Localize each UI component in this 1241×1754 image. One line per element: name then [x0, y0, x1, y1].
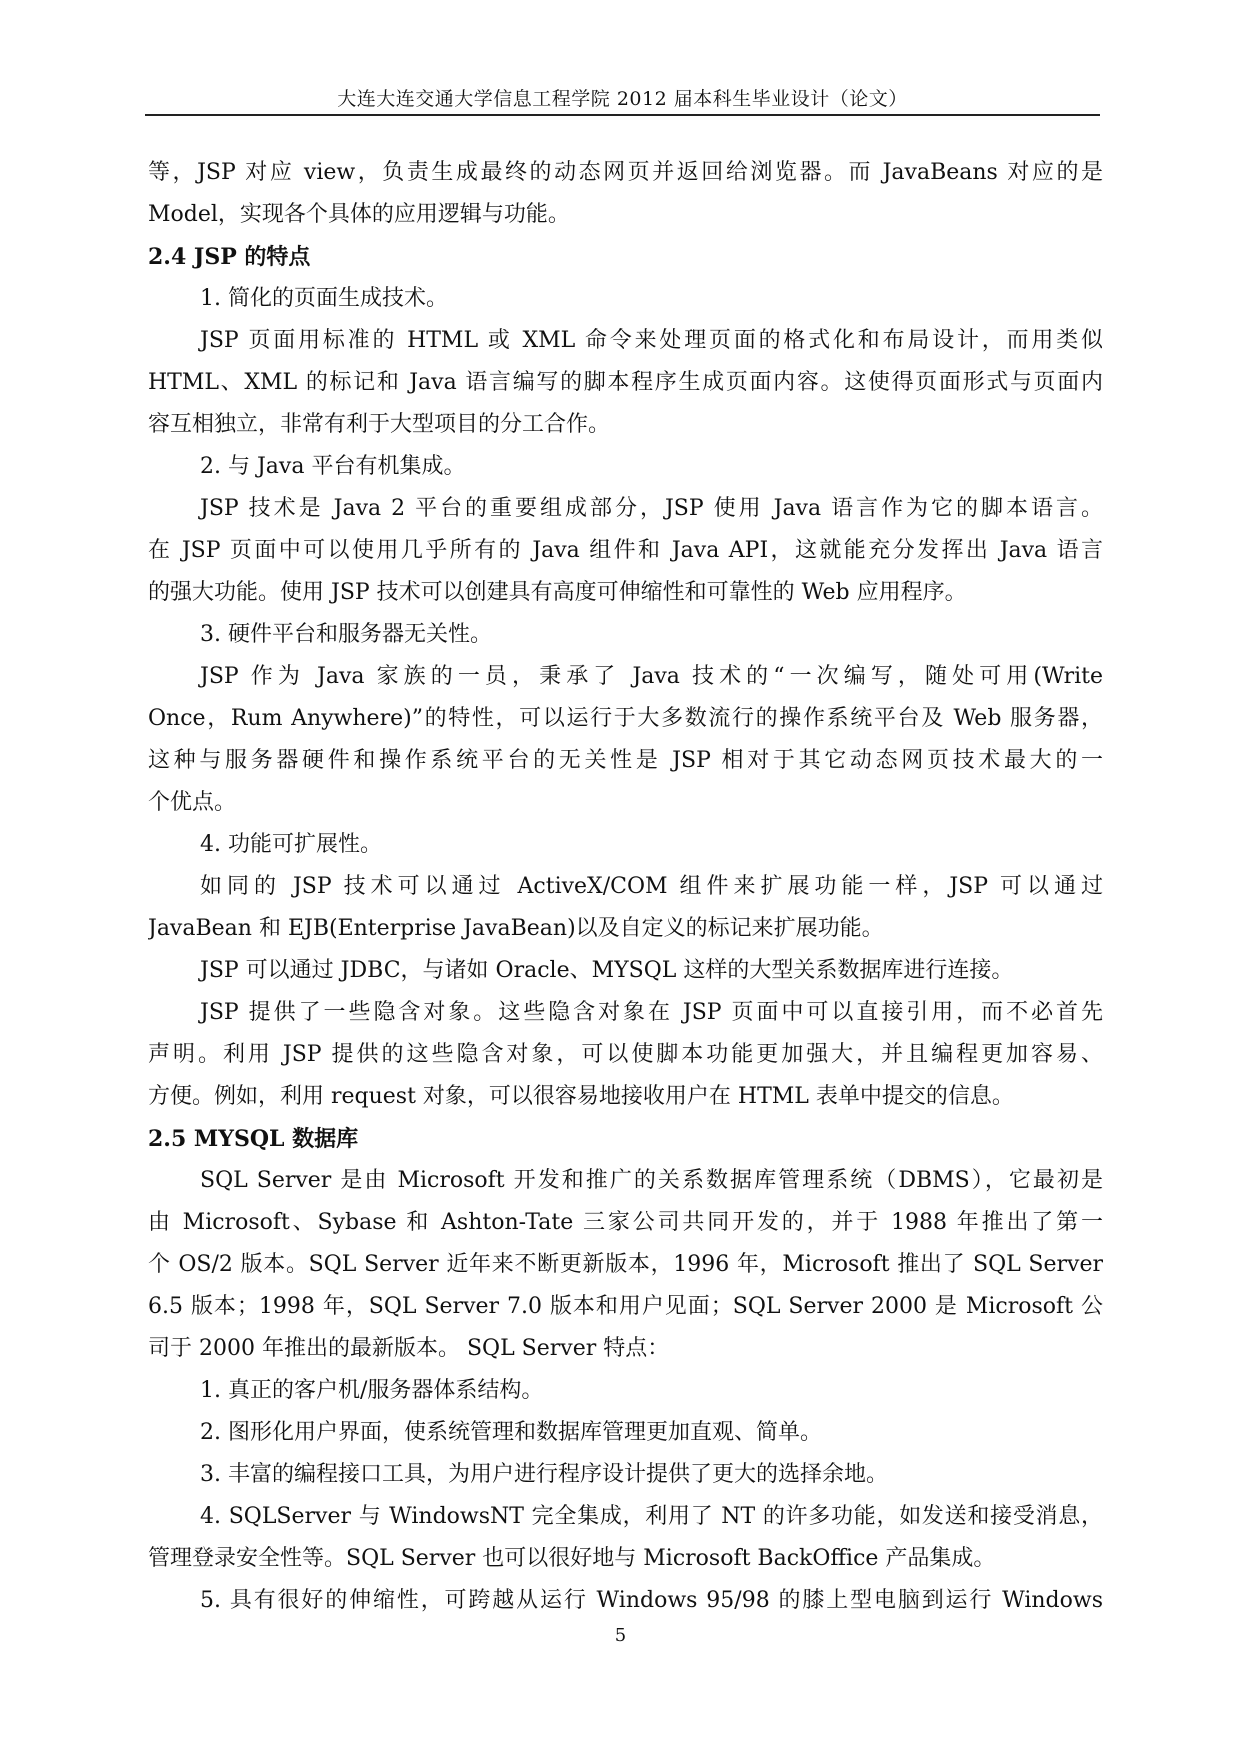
paragraph-line: 这种与服务器硬件和操作系统平台的无关性是 JSP 相对于其它动态网页技术最大的一 — [148, 748, 1103, 773]
section-heading: 2.5 MYSQL 数据库 — [148, 1126, 359, 1152]
list-item: 5. 具有很好的伸缩性，可跨越从运行 Windows 95/98 的膝上型电脑到运行 Windows — [200, 1588, 1103, 1613]
paragraph-line: SQL Server 是由 Microsoft 开发和推广的关系数据库管理系统（DBMS），它最初是 — [200, 1168, 1103, 1193]
list-item: 1. 真正的客户机/服务器体系结构。 — [200, 1378, 544, 1403]
paragraph-line: 容互相独立，非常有利于大型项目的分工合作。 — [148, 412, 611, 437]
paragraph-line: 方便。例如，利用 request 对象，可以很容易地接收用户在 HTML 表单中提交的信息。 — [148, 1084, 1014, 1109]
paragraph-line: JavaBean 和 EJB(Enterprise JavaBean)以及自定义的标记来扩展功能。 — [148, 916, 884, 941]
list-item: 3. 丰富的编程接口工具，为用户进行程序设计提供了更大的选择余地。 — [200, 1462, 888, 1487]
page-number: 5 — [614, 1625, 627, 1646]
paragraph-line: 等，JSP 对应 view，负责生成最终的动态网页并返回给浏览器。而 JavaBeans 对应的是 — [148, 160, 1103, 185]
list-item: 1. 简化的页面生成技术。 — [200, 286, 448, 311]
paragraph-line: 管理登录安全性等。SQL Server 也可以很好地与 Microsoft BackOffice 产品集成。 — [148, 1546, 996, 1571]
paragraph-line: Once，Rum Anywhere)”的特性，可以运行于大多数流行的操作系统平台及 Web 服务器， — [148, 706, 1103, 731]
paragraph-line: 司于 2000 年推出的最新版本。 SQL Server 特点： — [148, 1336, 670, 1361]
paragraph-line: 个 OS/2 版本。SQL Server 近年来不断更新版本，1996 年，Microsoft 推出了 SQL Server — [148, 1252, 1103, 1277]
list-item: 2. 图形化用户界面，使系统管理和数据库管理更加直观、简单。 — [200, 1420, 822, 1445]
running-header: 大连大连交通大学信息工程学院 2012 届本科生毕业设计（论文） — [145, 86, 1100, 116]
paragraph-line: JSP 页面用标准的 HTML 或 XML 命令来处理页面的格式化和布局设计，而用类似 — [200, 328, 1103, 353]
list-item: 4. 功能可扩展性。 — [200, 832, 382, 857]
list-item: 3. 硬件平台和服务器无关性。 — [200, 622, 492, 647]
paragraph-line: JSP 作为 Java 家族的一员，秉承了 Java 技术的“一次编写，随处可用(Write — [200, 664, 1103, 689]
paragraph-line: 声明。利用 JSP 提供的这些隐含对象，可以使脚本功能更加强大，并且编程更加容易、 — [148, 1042, 1103, 1067]
paragraph-line: HTML、XML 的标记和 Java 语言编写的脚本程序生成页面内容。这使得页面形式与页面内 — [148, 370, 1103, 395]
paragraph-line: 在 JSP 页面中可以使用几乎所有的 Java 组件和 Java API，这就能充分发挥出 Java 语言 — [148, 538, 1103, 563]
paragraph-line: 个优点。 — [148, 790, 237, 815]
list-item: 4. SQLServer 与 WindowsNT 完全集成，利用了 NT 的许多功能，如发送和接受消息， — [200, 1504, 1103, 1529]
section-heading: 2.4 JSP 的特点 — [148, 244, 311, 270]
paragraph-line: Model，实现各个具体的应用逻辑与功能。 — [148, 202, 570, 227]
paragraph-line: 如同的 JSP 技术可以通过 ActiveX/COM 组件来扩展功能一样，JSP 可以通过 — [200, 874, 1103, 899]
paragraph-line: 的强大功能。使用 JSP 技术可以创建具有高度可伸缩性和可靠性的 Web 应用程序。 — [148, 580, 967, 605]
paragraph-line: 由 Microsoft、Sybase 和 Ashton-Tate 三家公司共同开发的，并于 1988 年推出了第一 — [148, 1210, 1103, 1235]
page-body — [148, 152, 1103, 1622]
paragraph-line: 6.5 版本；1998 年，SQL Server 7.0 版本和用户见面；SQL Server 2000 是 Microsoft 公 — [148, 1294, 1103, 1319]
paragraph-line: JSP 技术是 Java 2 平台的重要组成部分，JSP 使用 Java 语言作为它的脚本语言。 — [200, 496, 1103, 521]
paragraph-line: JSP 提供了一些隐含对象。这些隐含对象在 JSP 页面中可以直接引用，而不必首先 — [200, 1000, 1103, 1025]
paragraph-line: JSP 可以通过 JDBC，与诸如 Oracle、MYSQL 这样的大型关系数据库进行连接。 — [200, 958, 1014, 983]
list-item: 2. 与 Java 平台有机集成。 — [200, 454, 466, 479]
